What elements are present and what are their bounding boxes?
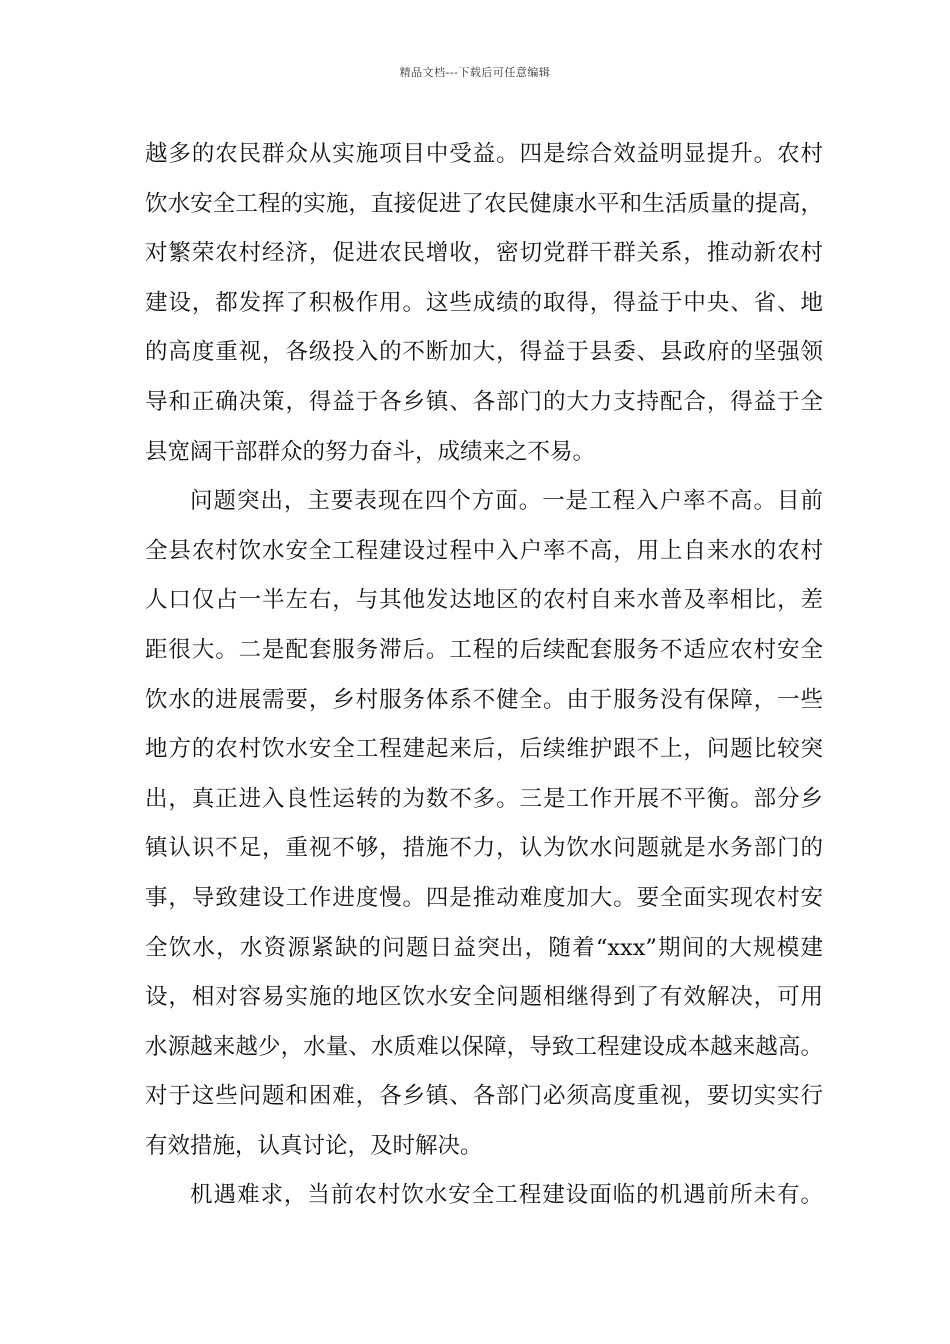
text-line: 全县农村饮水安全工程建设过程中入户率不高，用上自来水的农村 (145, 537, 823, 564)
text-line: 人口仅占一半左右，与其他发达地区的农村自来水普及率相比，差 (145, 587, 823, 614)
text-line: 事，导致建设工作进度慢。四是推动难度加大。要全面实现农村安 (145, 884, 823, 911)
text-line: 镇认识不足，重视不够，措施不力，认为饮水问题就是水务部门的 (145, 835, 823, 862)
text-line: 问题突出，主要表现在四个方面。一是工程入户率不高。目前 (190, 488, 823, 515)
text-line: 对繁荣农村经济，促进农民增收，密切党群干群关系，推动新农村 (145, 240, 823, 267)
text-line: 建设，都发挥了积极作用。这些成绩的取得，得益于中央、省、地 (145, 289, 823, 316)
text-line: 越多的农民群众从实施项目中受益。四是综合效益明显提升。农村 (145, 141, 823, 167)
document-body (145, 130, 823, 1221)
text-line: 设，相对容易实施的地区饮水安全问题相继得到了有效解决，可用 (145, 984, 823, 1011)
text-line: 水源越来越少，水量、水质难以保障，导致工程建设成本越来越高。 (145, 1033, 823, 1060)
paragraph-problems (145, 477, 823, 1171)
text-line: 饮水的进展需要，乡村服务体系不健全。由于服务没有保障，一些 (145, 686, 823, 713)
paragraph-opportunities (145, 1171, 823, 1221)
paragraph-achievements (145, 130, 823, 477)
text-line: 出，真正进入良性运转的为数不多。三是工作开展不平衡。部分乡 (145, 785, 823, 812)
text-line: 全饮水，水资源紧缺的问题日益突出，随着“xxx”期间的大规模建 (145, 934, 823, 961)
text-line: 地方的农村饮水安全工程建起来后，后续维护跟不上，问题比较突 (145, 736, 823, 763)
text-line: 有效措施，认真讨论，及时解决。 (145, 1132, 483, 1159)
text-line: 饮水安全工程的实施，直接促进了农民健康水平和生活质量的提高， (145, 190, 823, 217)
text-line: 县宽阔干部群众的努力奋斗，成绩来之不易。 (145, 438, 596, 465)
text-line: 导和正确决策，得益于各乡镇、各部门的大力支持配合，得益于全 (145, 388, 823, 415)
text-line: 的高度重视，各级投入的不断加大，得益于县委、县政府的坚强领 (145, 339, 823, 366)
text-line: 机遇难求，当前农村饮水安全工程建设面临的机遇前所未有。 (190, 1182, 823, 1209)
text-line: 距很大。二是配套服务滞后。工程的后续配套服务不适应农村安全 (145, 636, 823, 663)
text-line: 对于这些问题和困难，各乡镇、各部门必须高度重视，要切实实行 (145, 1083, 823, 1110)
page-header: 精品文档---下载后可任意编辑 (399, 66, 551, 79)
